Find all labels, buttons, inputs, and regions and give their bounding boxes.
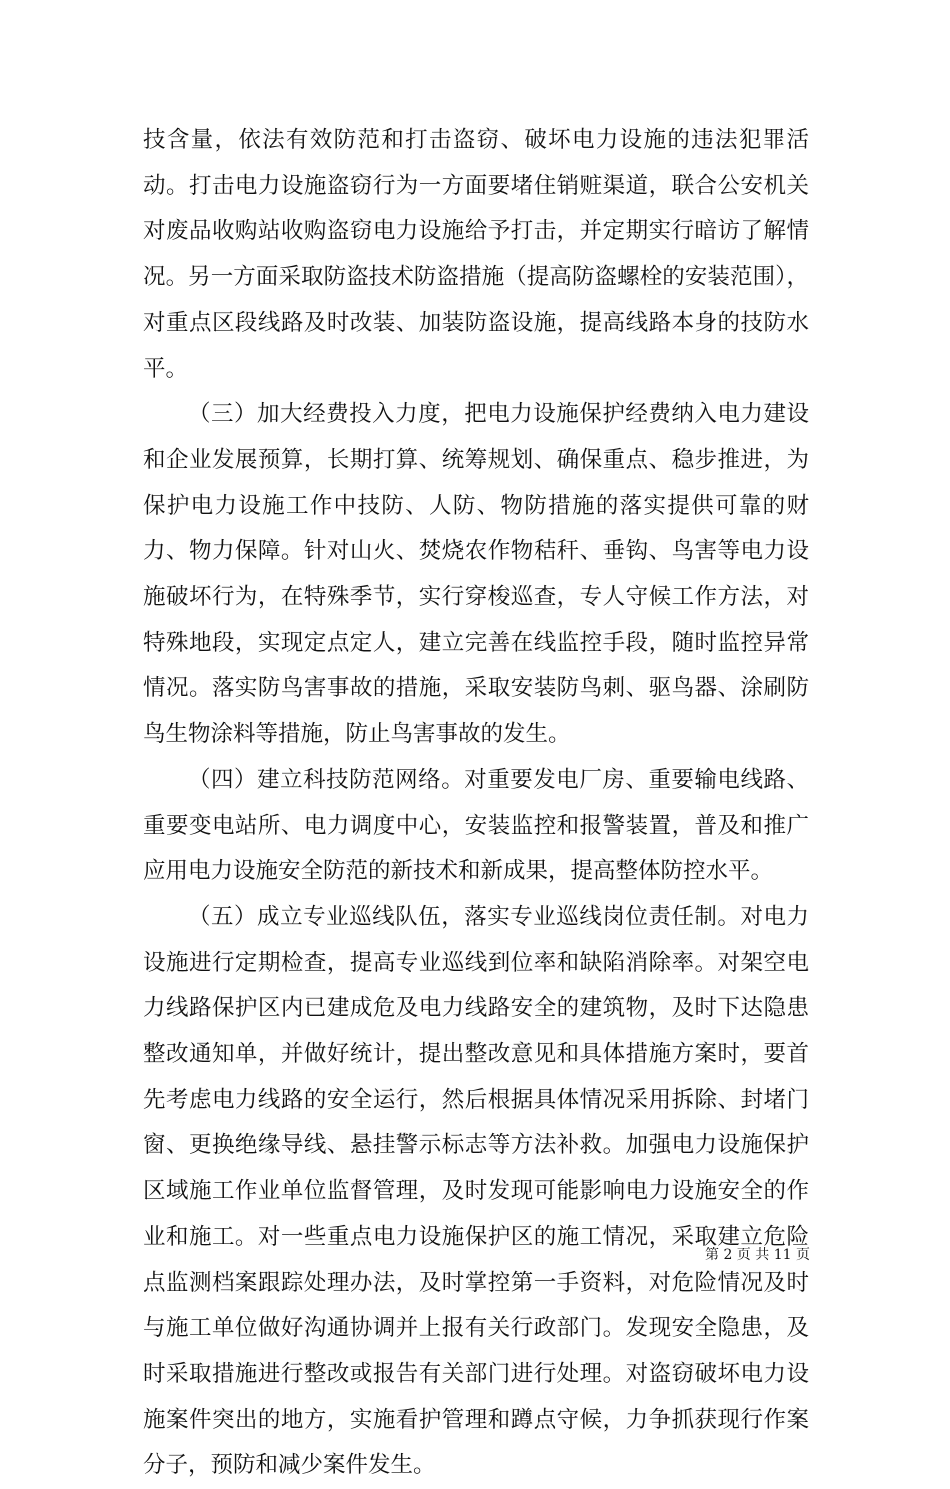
page-number-footer: 第 2 页 共 11 页: [705, 1247, 810, 1263]
document-body: [143, 118, 809, 1489]
paragraph-continuation: 技含量，依法有效防范和打击盗窃、破坏电力设施的违法犯罪活动。打击电力设施盗窃行为一方面要堵住销赃渠道，联合公安机关对废品收购站收购盗窃电力设施给予打击，并定期实行暗访了解情况。另一方面采取防盗技术防盗措施（提高防盗螺栓的安装范围），对重点区段线路及时改装、加装防盗设施，提高线路本身的技防水平。: [143, 127, 809, 382]
paragraph-section-4: （四）建立科技防范网络。对重要发电厂房、重要输电线路、重要变电站所、电力调度中心，安装监控和报警装置，普及和推广应用电力设施安全防范的新技术和新成果，提高整体防控水平。: [143, 766, 809, 885]
paragraph-section-5: （五）成立专业巡线队伍，落实专业巡线岗位责任制。对电力设施进行定期检查，提高专业巡线到位率和缺陷消除率。对架空电力线路保护区内已建成危及电力线路安全的建筑物，及时下达隐患整改通知单，并做好统计，提出整改意见和具体措施方案时，要首先考虑电力线路的安全运行，然后根据具体情况采用拆除、封堵门窗、更换绝缘导线、悬挂警示标志等方法补救。加强电力设施保护区域施工作业单位监督管理，及时发现可能影响电力设施安全的作业和施工。对一些重点电力设施保护区的施工情况，采取建立危险点监测档案跟踪处理办法，及时掌控第一手资料，对危险情况及时与施工单位做好沟通协调并上报有关行政部门。发现安全隐患，及时采取措施进行整改或报告有关部门进行处理。对盗窃破坏电力设施案件突出的地方，实施看护管理和蹲点守候，力争抓获现行作案分子，预防和减少案件发生。: [143, 903, 809, 1479]
paragraph-section-3: （三）加大经费投入力度，把电力设施保护经费纳入电力建设和企业发展预算，长期打算、统筹规划、确保重点、稳步推进，为保护电力设施工作中技防、人防、物防措施的落实提供可靠的财力、物力保障。针对山火、焚烧农作物秸秆、垂钩、鸟害等电力设施破坏行为，在特殊季节，实行穿梭巡查，专人守候工作方法，对特殊地段，实现定点定人，建立完善在线监控手段，随时监控异常情况。落实防鸟害事故的措施，采取安装防鸟刺、驱鸟器、涂刷防鸟生物涂料等措施，防止鸟害事故的发生。: [143, 401, 809, 748]
